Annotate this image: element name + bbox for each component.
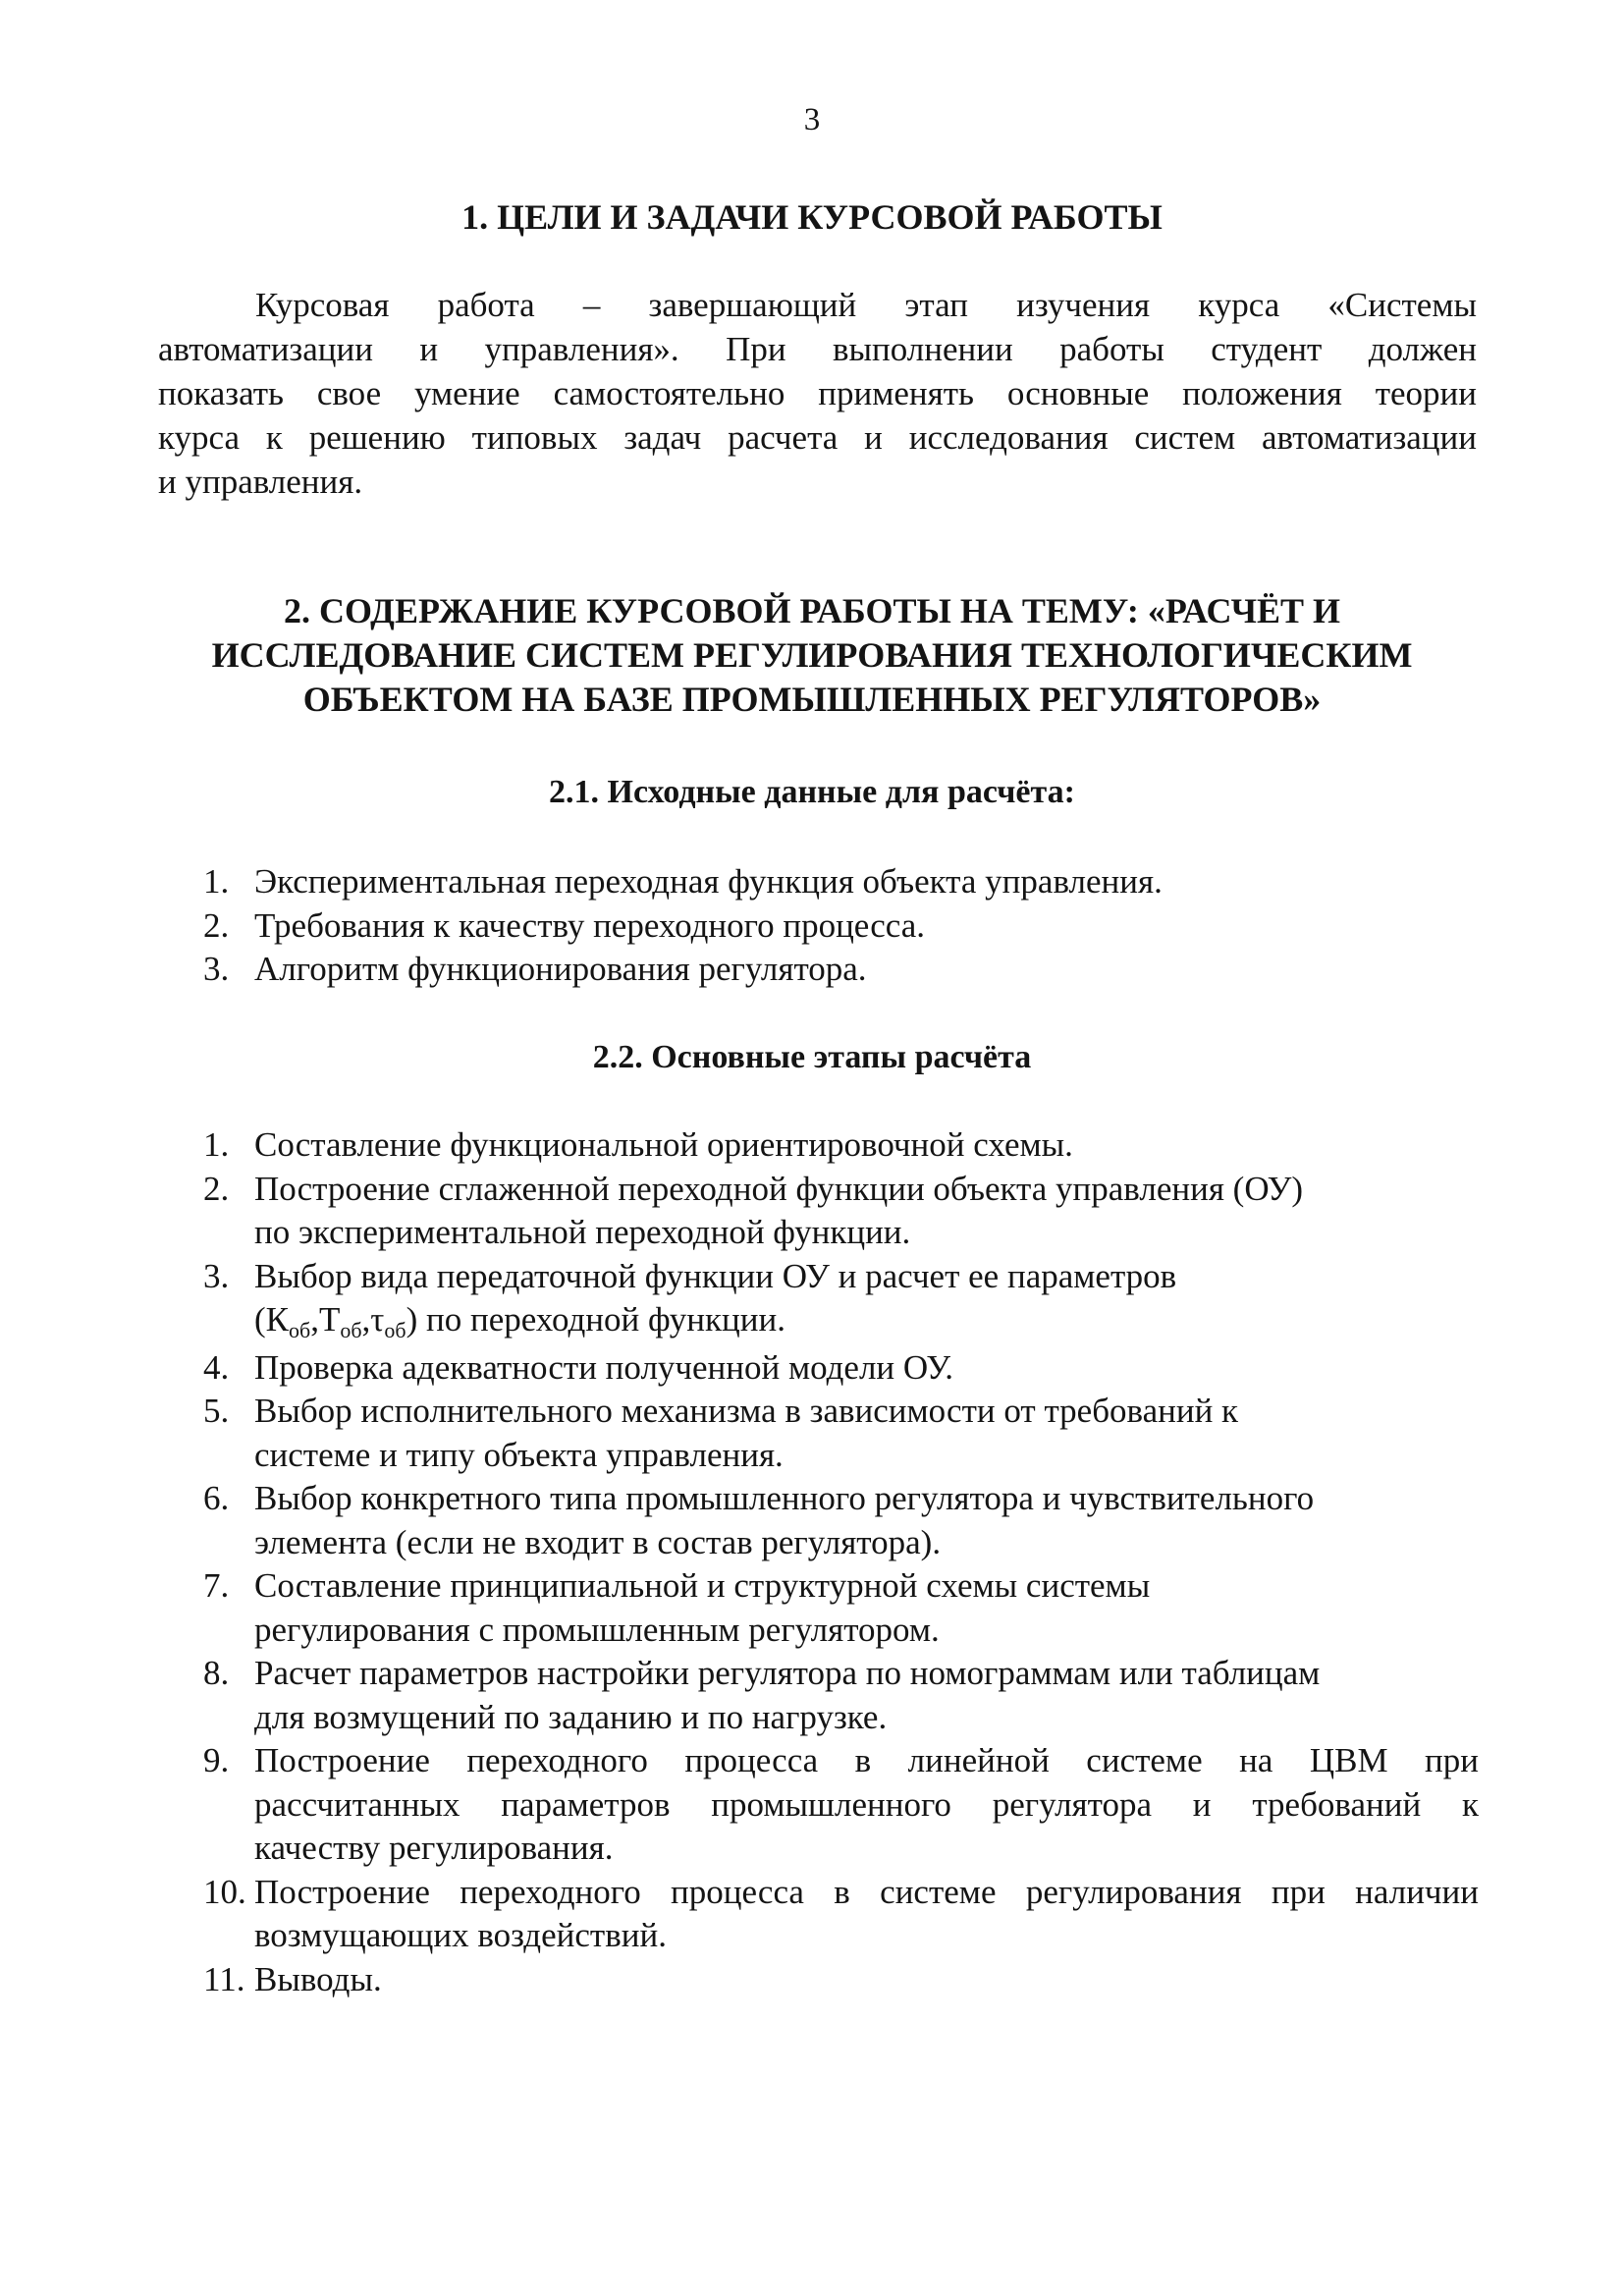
formula-line: [254, 1298, 1479, 1346]
list-item: [158, 1123, 1479, 1168]
list-item-line: Выбор вида передаточной функции ОУ и расчет ее параметров: [254, 1256, 1177, 1295]
formula-text: ,Т: [310, 1300, 341, 1339]
list-item: [158, 1739, 1479, 1871]
list-item-number: 1.: [203, 1125, 230, 1164]
list-item-line: Расчет параметров настройки регулятора по номограммам или таблицам: [254, 1654, 1321, 1692]
subsection-2-2-title: 2.2. Основные этапы расчёта: [592, 1039, 1032, 1075]
list-item: [158, 1346, 1479, 1391]
list-item-line: качеству регулирования.: [254, 1829, 614, 1867]
list-item-line: Построение сглаженной переходной функции объекта управления (ОУ): [254, 1169, 1304, 1208]
list-item: [158, 948, 1479, 992]
section-2-title-line: 2. СОДЕРЖАНИЕ КУРСОВОЙ РАБОТЫ НА ТЕМУ: «РАСЧЁТ И: [283, 591, 1341, 630]
list-item: [158, 1652, 1479, 1739]
list-item-line: Выбор исполнительного механизма в зависимости от требований к: [254, 1392, 1239, 1430]
list-item-number: 6.: [203, 1479, 230, 1517]
list-item-line: системе и типу объекта управления.: [254, 1435, 784, 1474]
paragraph-line: показать свое умение самостоятельно применять основные положения теории: [158, 374, 1477, 412]
list-item-number: 11.: [203, 1959, 245, 1998]
list-item-text: Выводы.: [254, 1959, 382, 1998]
list-item-number: 3.: [203, 1256, 230, 1295]
list-item-number: 1.: [203, 862, 230, 901]
list-item-number: 2.: [203, 905, 230, 945]
list-item-line: для возмущений по заданию и по нагрузке.: [254, 1697, 888, 1736]
list-item-line: Составление принципиальной и структурной схемы системы: [254, 1566, 1151, 1605]
list-item: [158, 1871, 1479, 1958]
list-item: [158, 1390, 1479, 1477]
list-item-number: 2.: [203, 1169, 230, 1208]
list-item: [158, 1255, 1479, 1346]
list-item-line: Выбор конкретного типа промышленного регулятора и чувствительного: [254, 1479, 1315, 1517]
section-2-title: [147, 589, 1477, 722]
paragraph-line: и управления.: [158, 463, 363, 501]
list-item: [158, 1958, 1479, 2002]
list-item: [158, 904, 1479, 949]
list-item-line: по экспериментальной переходной функции.: [254, 1213, 911, 1251]
list-item-number: 9.: [203, 1741, 230, 1779]
formula-text: (К: [254, 1300, 289, 1339]
formula-text: ,τ: [361, 1300, 385, 1339]
list-item-number: 7.: [203, 1566, 230, 1605]
section-2-title-line: ОБЪЕКТОМ НА БАЗЕ ПРОМЫШЛЕННЫХ РЕГУЛЯТОРОВ»: [302, 680, 1322, 719]
list-item-line: элемента (если не входит в состав регулятора).: [254, 1522, 942, 1561]
list-item: [158, 1168, 1479, 1255]
list-item-number: 8.: [203, 1654, 230, 1692]
page-number: 3: [803, 102, 821, 137]
formula-text: по переходной функции.: [417, 1300, 785, 1339]
list-item-text: Требования к качеству переходного процесса.: [254, 905, 925, 945]
section-1-paragraph: [158, 283, 1477, 504]
paragraph-line: Курсовая работа – завершающий этап изучения курса «Системы: [255, 286, 1477, 324]
list-item: [158, 1564, 1479, 1652]
list-item-line: возмущающих воздействий.: [254, 1916, 667, 1954]
subsection-2-1-title: 2.1. Исходные данные для расчёта:: [549, 774, 1075, 810]
list-item: [158, 860, 1479, 904]
list-item-text: Экспериментальная переходная функция объекта управления.: [254, 862, 1163, 901]
list-item-line: регулирования с промышленным регулятором.: [254, 1610, 940, 1649]
list-item-line: Построение переходного процесса в системе регулирования при наличии: [254, 1872, 1479, 1911]
section-1-title: 1. ЦЕЛИ И ЗАДАЧИ КУРСОВОЙ РАБОТЫ: [461, 197, 1163, 237]
calculation-steps-list: [158, 1123, 1479, 2001]
list-item-number: 10.: [203, 1872, 246, 1911]
list-item-number: 3.: [203, 950, 230, 988]
list-item-text: Алгоритм функционирования регулятора.: [254, 950, 867, 988]
input-data-list: [158, 860, 1479, 992]
list-item-text: Составление функциональной ориентировочной схемы.: [254, 1125, 1073, 1164]
list-item-number: 4.: [203, 1347, 230, 1387]
section-2-title-line: ИССЛЕДОВАНИЕ СИСТЕМ РЕГУЛИРОВАНИЯ ТЕХНОЛОГИЧЕСКИМ: [211, 635, 1413, 675]
list-item-number: 5.: [203, 1392, 230, 1430]
paragraph-line: курса к решению типовых задач расчета и исследования систем автоматизации: [158, 418, 1477, 457]
formula-text: ): [406, 1300, 418, 1339]
list-item-line: рассчитанных параметров промышленного регулятора и требований к: [254, 1784, 1479, 1824]
list-item-line: Построение переходного процесса в линейной системе на ЦВМ при: [254, 1741, 1479, 1779]
paragraph-line: автоматизации и управления». При выполнении работы студент должен: [158, 330, 1477, 368]
subscript: об: [340, 1318, 362, 1342]
subscript: об: [289, 1318, 311, 1342]
list-item-text: Проверка адекватности полученной модели ОУ.: [254, 1347, 954, 1387]
subscript: об: [384, 1318, 406, 1342]
list-item: [158, 1477, 1479, 1564]
